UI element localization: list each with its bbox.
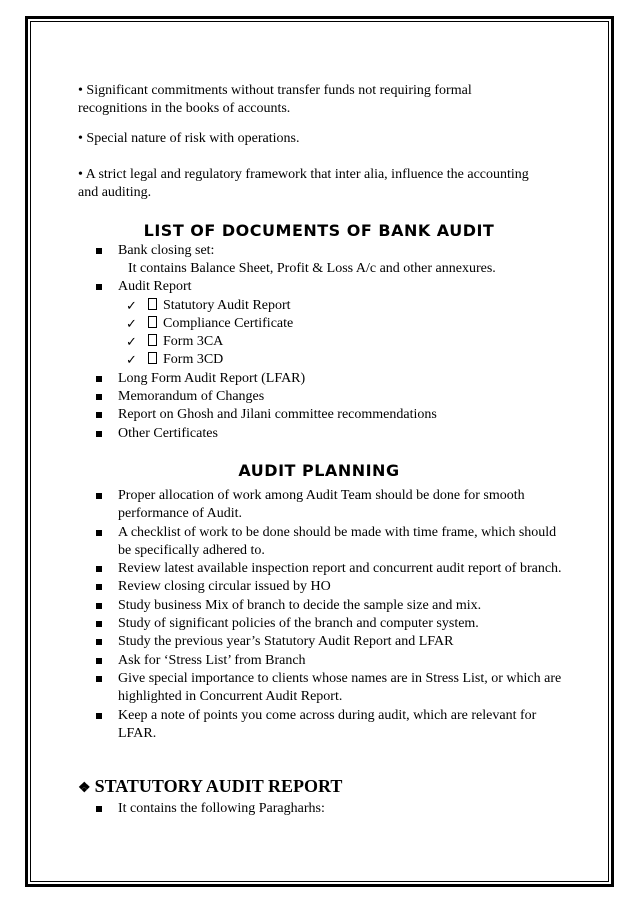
bullet-square-icon — [96, 394, 102, 400]
checkmark-icon: ✓ — [126, 334, 137, 350]
list-item: Report on Ghosh and Jilani committee recommendations — [94, 406, 574, 424]
bullet-square-icon — [96, 412, 102, 418]
planning-heading: AUDIT PLANNING — [238, 461, 400, 480]
intro-paragraph-2: • Special nature of risk with operations. — [78, 131, 300, 146]
bullet-square-icon — [96, 376, 102, 382]
statutory-heading: ❖ STATUTORY AUDIT REPORT — [78, 776, 343, 796]
bullet-square-icon — [96, 431, 102, 437]
bank-closing-note: It contains Balance Sheet, Profit & Loss A/c and other annexures. — [128, 261, 496, 277]
bullet-square-icon — [96, 806, 102, 812]
bullet-square-icon — [96, 676, 102, 682]
list-item: Keep a note of points you come across during audit, which are relevant for LFAR. — [94, 707, 562, 744]
statutory-list — [94, 800, 562, 818]
bullet-square-icon — [96, 284, 102, 290]
audit-report-sublist — [94, 297, 574, 370]
bullet-square-icon — [96, 530, 102, 536]
intro-paragraph-3: • A strict legal and regulatory framework that inter alia, influence the accounting and auditing. — [78, 167, 529, 200]
documents-heading: LIST OF DOCUMENTS OF BANK AUDIT — [143, 221, 495, 240]
diamond-bullet-icon: ❖ — [78, 781, 91, 796]
bullet-square-icon — [96, 713, 102, 719]
bullet-square-icon — [96, 658, 102, 664]
box-icon — [148, 334, 157, 346]
list-item — [94, 278, 574, 369]
box-icon — [148, 316, 157, 328]
intro-paragraph-1: • Significant commitments without transfer funds not requiring formal recognitions in the books of accounts. — [78, 83, 472, 116]
list-item: Proper allocation of work among Audit Team should be done for smooth performance of Audit. — [94, 487, 562, 524]
list-item — [94, 242, 574, 278]
list-item: Ask for ‘Stress List’ from Branch — [94, 652, 562, 670]
bullet-square-icon — [96, 639, 102, 645]
list-item: Study business Mix of branch to decide the sample size and mix. — [94, 597, 562, 615]
documents-item-label: Audit Report — [118, 279, 192, 295]
list-item: A checklist of work to be done should be made with time frame, which should be specifically adhered to. — [94, 524, 562, 561]
list-item: Study of significant policies of the branch and computer system. — [94, 615, 562, 633]
bullet-square-icon — [96, 603, 102, 609]
list-item: Give special importance to clients whose names are in Stress List, or which are highlighted in Concurrent Audit Report. — [94, 670, 562, 707]
list-item: Other Certificates — [94, 425, 574, 443]
list-item: ✓ Compliance Certificate — [94, 315, 574, 333]
bullet-square-icon — [96, 566, 102, 572]
list-item: Long Form Audit Report (LFAR) — [94, 370, 574, 388]
bullet-square-icon — [96, 621, 102, 627]
list-item: ✓ Form 3CD — [94, 351, 574, 369]
documents-item-label: Bank closing set: — [118, 243, 215, 258]
page-border-inner — [30, 21, 609, 882]
list-item: Study the previous year’s Statutory Audit Report and LFAR — [94, 633, 562, 651]
list-item: ✓ Statutory Audit Report — [94, 297, 574, 315]
list-item: ✓ Form 3CA — [94, 333, 574, 351]
list-item: It contains the following Paragharhs: — [94, 800, 562, 818]
checkmark-icon: ✓ — [126, 297, 137, 313]
bullet-square-icon — [96, 493, 102, 499]
checkmark-icon: ✓ — [126, 315, 137, 331]
bullet-square-icon — [96, 584, 102, 590]
list-item: Review latest available inspection report and concurrent audit report of branch. — [94, 560, 562, 578]
box-icon — [148, 298, 157, 310]
checkmark-icon: ✓ — [126, 352, 137, 368]
list-item: Memorandum of Changes — [94, 388, 574, 406]
box-icon — [148, 352, 157, 364]
list-item: Review closing circular issued by HO — [94, 578, 562, 596]
planning-list — [94, 487, 562, 743]
documents-list — [94, 242, 574, 443]
bullet-square-icon — [96, 248, 102, 254]
